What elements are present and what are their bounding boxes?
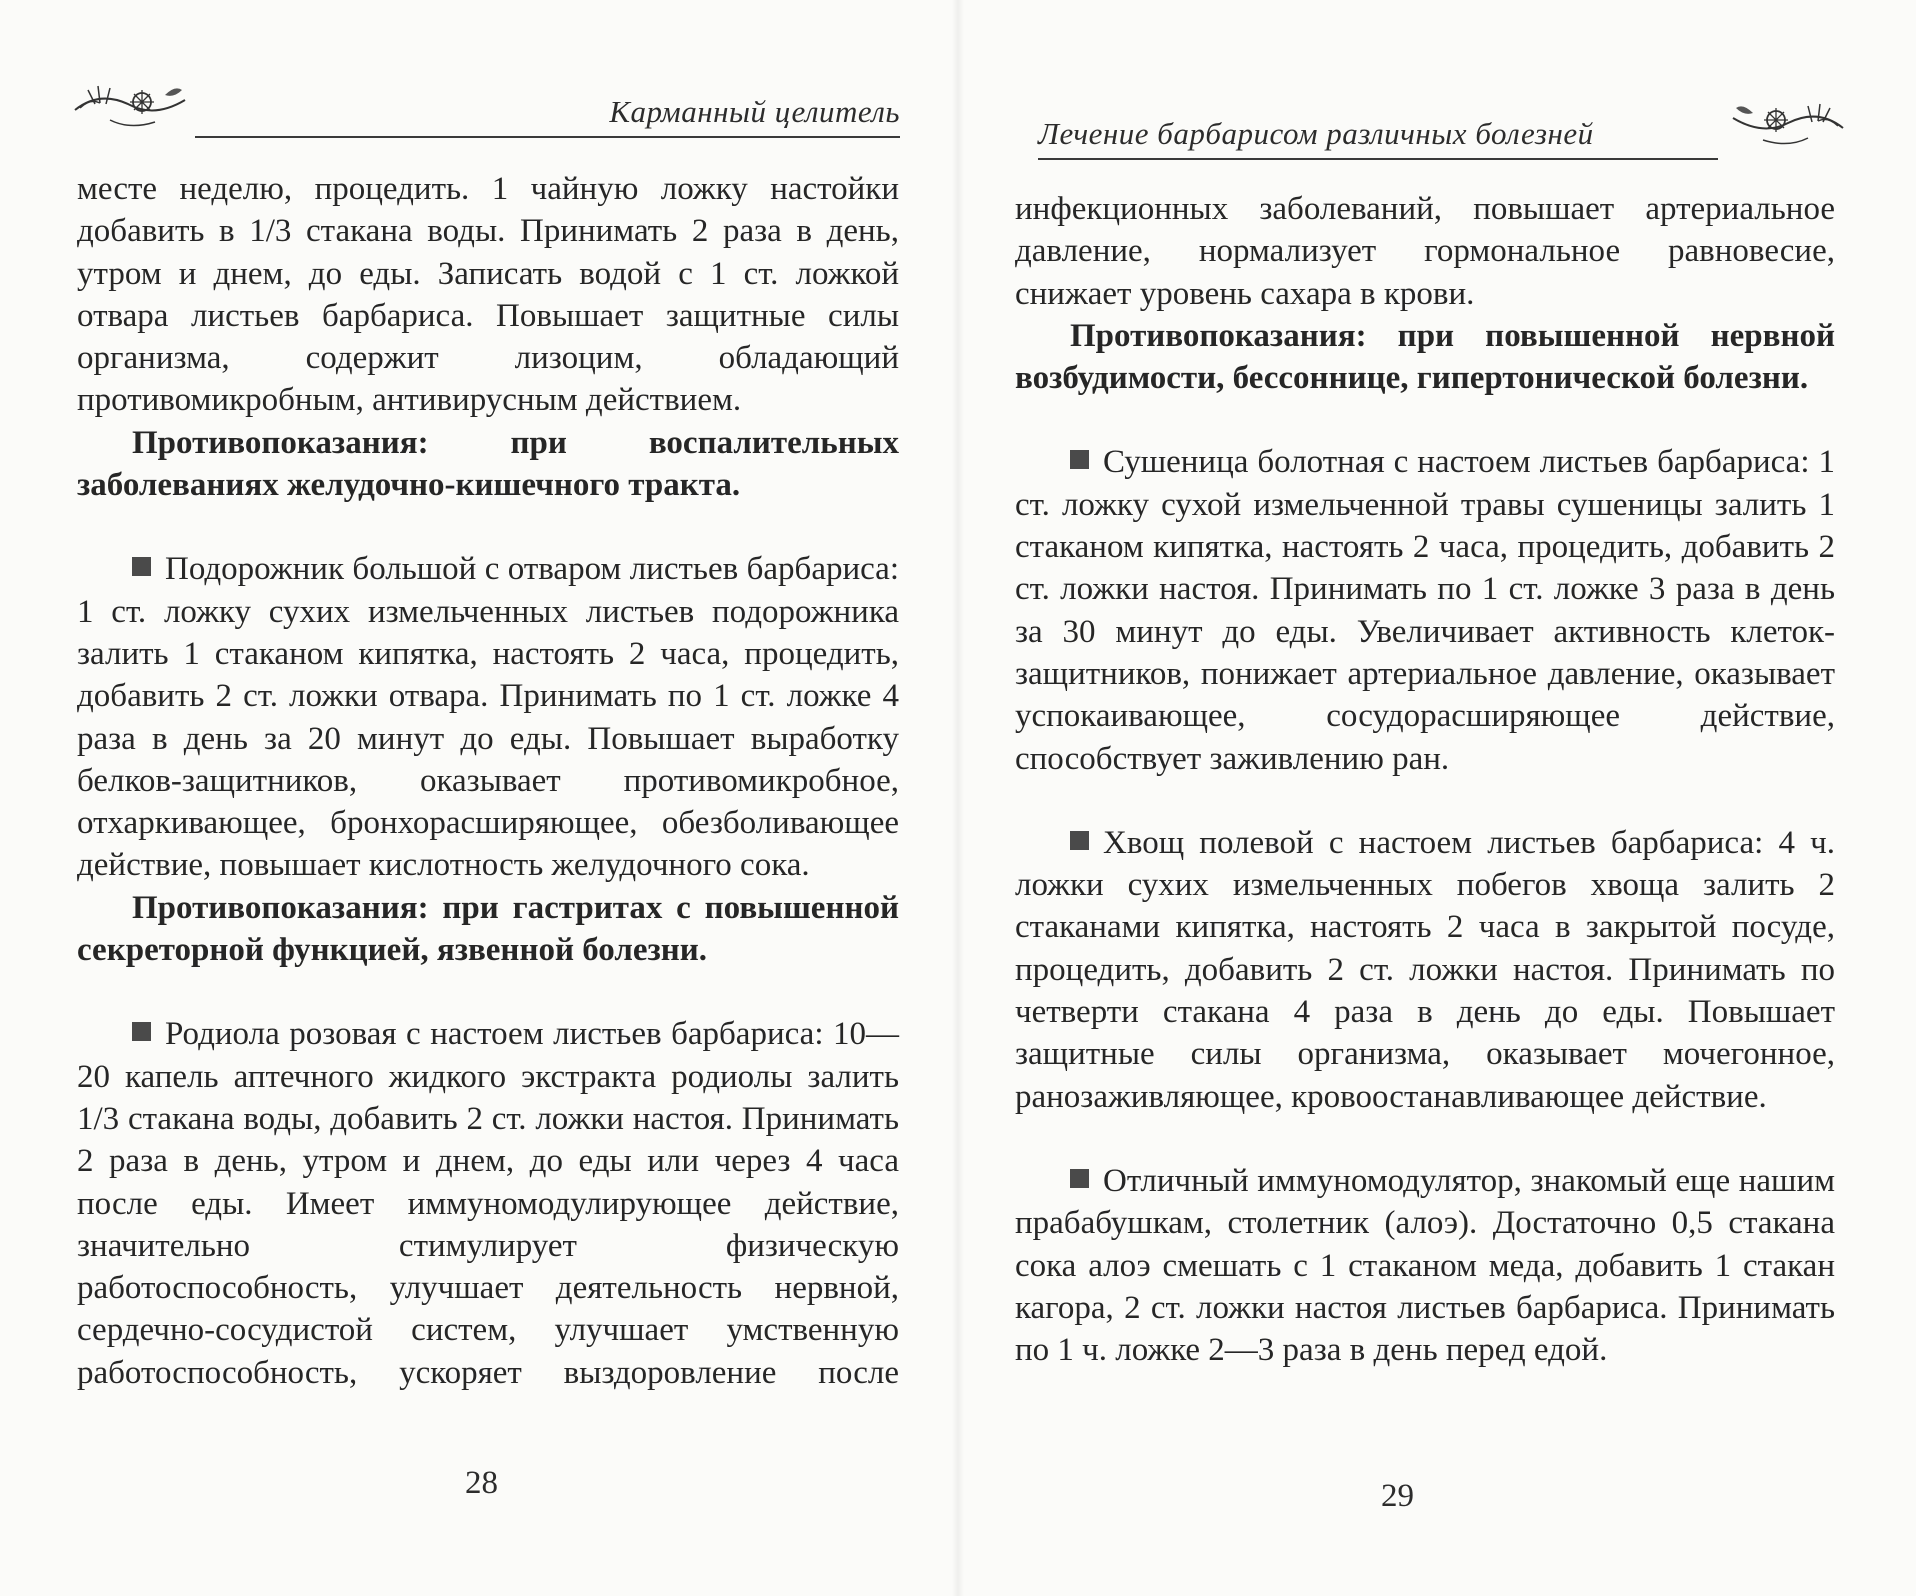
square-bullet-icon: [132, 1022, 151, 1041]
recipe-item: [1015, 822, 1835, 1118]
square-bullet-icon: [132, 557, 151, 576]
recipe-item: [77, 548, 899, 886]
square-bullet-icon: [1070, 831, 1089, 850]
contraindications-paragraph: Противопоказания: при гастритах с повышенной секреторной функцией, язвенной болезни.: [77, 889, 899, 969]
contraindications-paragraph: Противопоказания: при повышенной нервной возбудимости, бессоннице, гипертонической болезни.: [1015, 317, 1835, 397]
recipe-text: Отличный иммуномодулятор, знакомый еще нашим прабабушкам, столетник (алоэ). Достаточно 0,5 стакана сока алоэ смешать с 1 стаканом меда, добавить 1 стакан кагора, 2 ст. ложки настоя листьев барбариса. Принимать по 1 ч. ложке 2—3 раза в день перед едой.: [1015, 1162, 1835, 1369]
running-header-title: Лечение барбарисом различных болезней: [1038, 116, 1594, 151]
page-number: 29: [1381, 1478, 1414, 1514]
paragraph-gap: [77, 971, 899, 1013]
square-bullet-icon: [1070, 1169, 1089, 1188]
contraindications-paragraph: Противопоказания: при воспалительных заболеваниях желудочно-кишечного тракта.: [77, 424, 899, 504]
recipe-text: Хвощ полевой с настоем листьев барбариса: 4 ч. ложки сухих измельченных побегов хвоща залить 2 стаканами кипятка, настоять 2 часа в закрытой посуде, процедить, добавить 2 ст. ложки настоя. Принимать по четверти стакана 4 раза в день до еды. Повышает защитные силы организма, оказывает мочегонное, ранозаживляющее, кровоостанавливающее действие.: [1015, 824, 1835, 1115]
cornflower-ornament-icon: [1728, 88, 1848, 158]
continued-paragraph: инфекционных заболеваний, повышает артериальное давление, нормализует гормональное равновесие, снижает уровень сахара в крови.: [1015, 191, 1835, 312]
square-bullet-icon: [1070, 450, 1089, 469]
recipe-item: [77, 1013, 899, 1394]
right-page-header: [1038, 80, 1848, 160]
recipe-text: Сушеница болотная с настоем листьев барбариса: 1 ст. ложку сухой измельченной травы сушеницы залить 1 стаканом кипятка, настоять 2 часа, процедить, добавить 2 ст. ложки настоя. Принимать по 1 ст. ложке 3 раза в день за 30 минут до еды. Увеличивает активность клеток-защитников, понижает артериальное давление, оказывает успокаивающее, сосудорасширяющее действие, способствует заживлению ран.: [1015, 444, 1835, 777]
continued-paragraph: месте неделю, процедить. 1 чайную ложку настойки добавить в 1/3 стакана воды. Принимать 2 раза в день, утром и днем, до еды. Записать водой с 1 ст. ложкой отвара листьев барбариса. Повышает защитные силы организма, содержит лизоцим, обладающий противомикробным, антивирусным действием.: [77, 171, 899, 419]
right-page-body: [1015, 188, 1835, 1371]
left-page-body: [77, 168, 899, 1394]
recipe-item: [1015, 1160, 1835, 1371]
cornflower-ornament-icon: [70, 70, 190, 140]
running-header-title: Карманный целитель: [609, 94, 900, 129]
page-number: 28: [465, 1465, 498, 1501]
recipe-item: [1015, 441, 1835, 779]
paragraph-gap: [1015, 780, 1835, 822]
header-rule: [195, 136, 900, 138]
recipe-text: Родиола розовая с настоем листьев барбариса: 10—20 капель аптечного жидкого экстракта родиолы залить 1/3 стакана воды, добавить 2 ст. ложки настоя. Принимать 2 раза в день, утром и днем, до еды или через 4 часа после еды. Имеет иммуномодулирующее действие, значительно стимулирует физическую работоспособность, улучшает деятельность нервной, сердечно-сосудистой систем, улучшает умственную работоспособность, ускоряет выздоровление после: [77, 1016, 899, 1391]
recipe-text: Подорожник большой с отваром листьев барбариса: 1 ст. ложку сухих измельченных листьев подорожника залить 1 стаканом кипятка, настоять 2 часа, процедить, добавить 2 ст. ложки отвара. Принимать по 1 ст. ложке 4 раза в день за 20 минут до еды. Повышает выработку белков-защитников, оказывает противомикробное, отхаркивающее, бронхорасширяющее, обезболивающее действие, повышает кислотность желудочного сока.: [77, 551, 899, 884]
right-page: [958, 0, 1916, 1596]
header-rule: [1038, 158, 1718, 160]
paragraph-gap: [77, 506, 899, 548]
paragraph-gap: [1015, 1118, 1835, 1160]
left-page-header: [70, 60, 900, 140]
paragraph-gap: [1015, 399, 1835, 441]
